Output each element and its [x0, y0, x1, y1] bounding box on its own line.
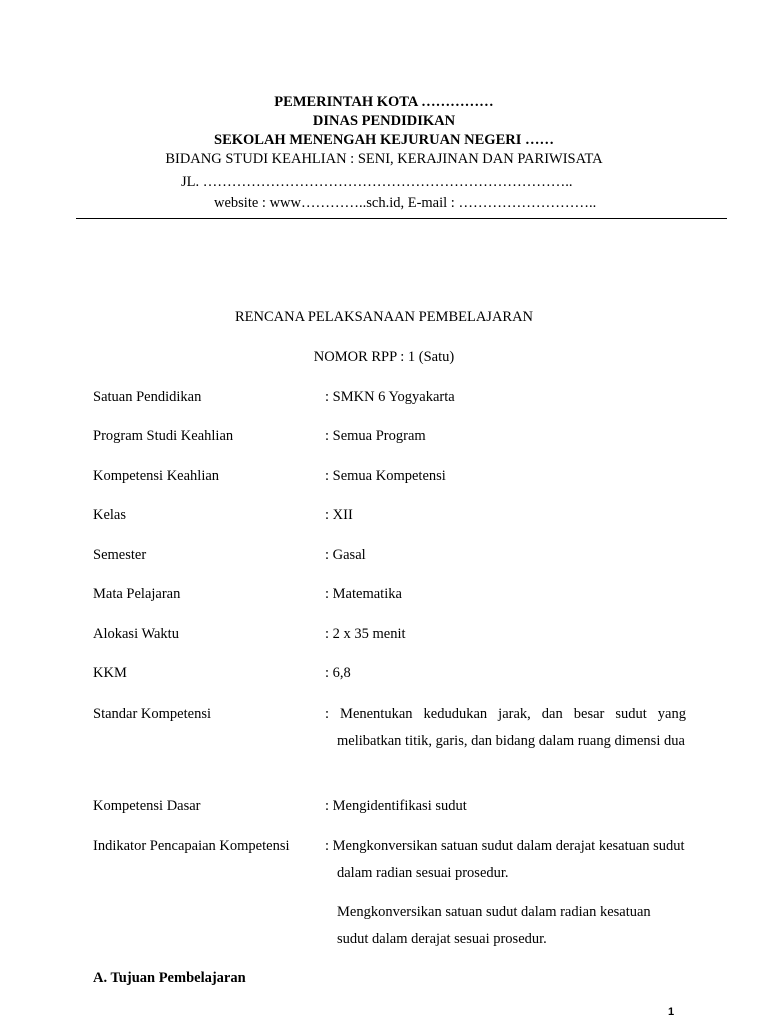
value-kelas: : XII [325, 507, 353, 523]
label-program-studi: Program Studi Keahlian [93, 428, 234, 444]
value-kompetensi-dasar: : Mengidentifikasi sudut [325, 798, 467, 814]
value-kkm: : 6,8 [325, 665, 351, 681]
value-kompetensi-keahlian: : Semua Kompetensi [325, 468, 446, 484]
value-program-studi: : Semua Program [325, 428, 426, 444]
label-kkm: KKM [93, 665, 127, 681]
value-standar-kompetensi: : Menentukan kedudukan jarak, dan besar sudut yang melibatkan titik, garis, dan bidang dalam ruang dimensi dua [325, 706, 686, 749]
letterhead-divider [76, 218, 727, 219]
letterhead-field-of-study: BIDANG STUDI KEAHLIAN : SENI, KERAJINAN DAN PARIWISATA [165, 151, 603, 167]
label-kompetensi-keahlian: Kompetensi Keahlian [93, 468, 220, 484]
section-heading-tujuan: A. Tujuan Pembelajaran [93, 970, 246, 986]
value-indikator-1: : Mengkonversikan satuan sudut dalam derajat kesatuan sudut dalam radian sesuai prosedur. [325, 838, 685, 881]
value-semester: : Gasal [325, 547, 366, 563]
value-mata-pelajaran: : Matematika [325, 586, 402, 602]
label-kompetensi-dasar: Kompetensi Dasar [93, 798, 201, 814]
page-number: 1 [668, 1006, 675, 1018]
letterhead-contact: website : www…………..sch.id, E-mail : ……………………….. [214, 195, 597, 211]
value-satuan-pendidikan: : SMKN 6 Yogyakarta [325, 389, 455, 405]
label-indikator: Indikator Pencapaian Kompetensi [93, 838, 290, 854]
letterhead [0, 93, 768, 169]
letterhead-school: SEKOLAH MENENGAH KEJURUAN NEGERI …… [214, 132, 554, 148]
label-alokasi-waktu: Alokasi Waktu [93, 626, 179, 642]
document-title: RENCANA PELAKSANAAN PEMBELAJARAN [234, 309, 534, 325]
document-number: NOMOR RPP : 1 (Satu) [313, 349, 455, 365]
letterhead-address: JL. ………………………………………………………………….. [181, 174, 573, 190]
label-mata-pelajaran: Mata Pelajaran [93, 586, 181, 602]
value-alokasi-waktu: : 2 x 35 menit [325, 626, 406, 642]
label-satuan-pendidikan: Satuan Pendidikan [93, 389, 202, 405]
value-indikator-2: Mengkonversikan satuan sudut dalam radian kesatuan sudut dalam derajat sesuai prosedur. [337, 904, 651, 947]
label-semester: Semester [93, 547, 147, 563]
label-kelas: Kelas [93, 507, 127, 523]
label-standar-kompetensi: Standar Kompetensi [93, 706, 211, 722]
letterhead-department: DINAS PENDIDIKAN [312, 113, 456, 129]
letterhead-government: PEMERINTAH KOTA …………… [274, 94, 494, 110]
